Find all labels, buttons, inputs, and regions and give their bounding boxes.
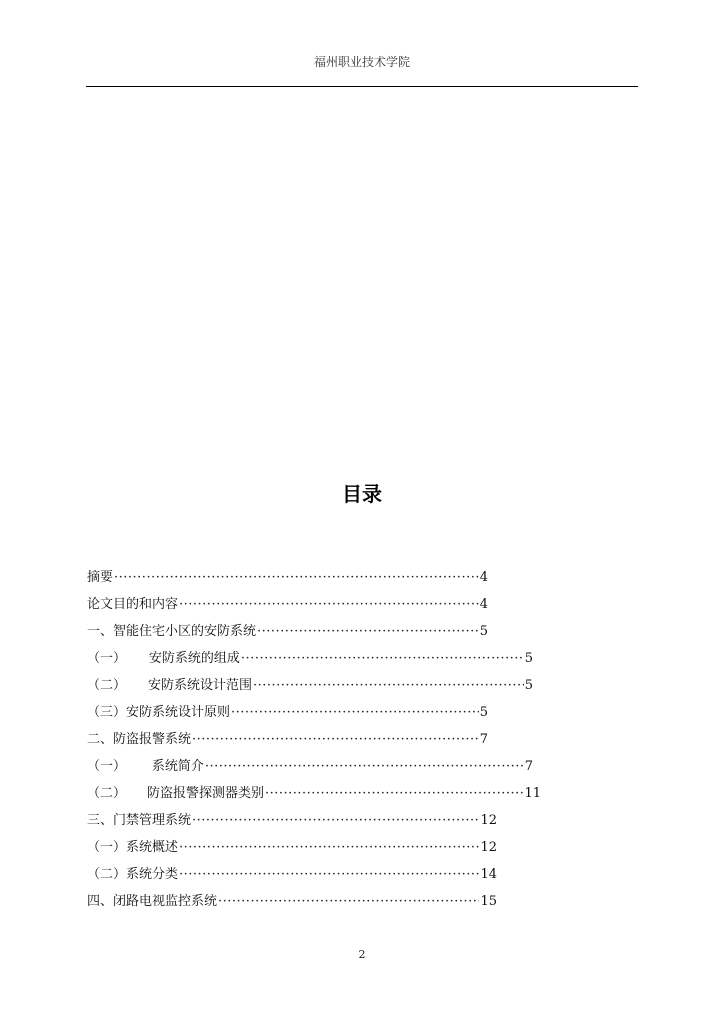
toc-leader — [179, 838, 479, 858]
toc-leader — [257, 622, 479, 642]
toc-entry[interactable] — [87, 622, 488, 642]
toc-entry[interactable] — [87, 595, 488, 615]
toc-leader — [192, 730, 479, 750]
toc-entry-label: （三）安防系统设计原则 — [87, 705, 231, 720]
header-divider — [86, 86, 638, 87]
toc-entry-label: 二、防盗报警系统 — [87, 732, 192, 747]
toc-entry-page: 11 — [524, 786, 541, 801]
toc-entry-page: 4 — [479, 597, 488, 612]
toc-leader — [241, 649, 524, 669]
toc-entry[interactable] — [87, 676, 533, 696]
toc-entry[interactable] — [87, 730, 488, 750]
toc-entry-label: 安防系统的组成 — [148, 651, 240, 666]
toc-entry[interactable] — [87, 784, 541, 804]
toc-entry[interactable] — [87, 703, 488, 723]
header-title: 福州职业技术学院 — [313, 55, 410, 69]
toc-entry-page: 12 — [480, 813, 497, 828]
toc-entry[interactable] — [87, 649, 533, 669]
toc-entry[interactable] — [87, 892, 497, 912]
toc-leader — [218, 892, 479, 912]
toc-entry-label: 防盗报警探测器类别 — [146, 786, 264, 801]
toc-entry-prefix: （一） — [87, 759, 127, 774]
toc-entry-page: 4 — [479, 570, 488, 585]
page-number: 2 — [358, 948, 366, 961]
toc-entry-label: 安防系统设计范围 — [147, 678, 252, 693]
toc-entry-page: 7 — [479, 732, 488, 747]
toc-entry-prefix: （二） — [87, 786, 127, 801]
toc-entry[interactable] — [87, 757, 533, 777]
toc-entry-page: 15 — [480, 894, 497, 909]
toc-entry-label: 系统简介 — [151, 759, 204, 774]
toc-leader — [231, 703, 479, 723]
toc-entry[interactable] — [87, 811, 497, 831]
toc-leader — [179, 595, 479, 615]
toc-title: 目录 — [342, 482, 382, 506]
toc-entry[interactable] — [87, 838, 497, 858]
toc-entry-label: 摘要 — [87, 570, 114, 585]
toc-leader — [253, 676, 524, 696]
toc-entry-prefix: （二） — [87, 678, 127, 693]
toc-entry-label: 三、门禁管理系统 — [87, 813, 192, 828]
toc-entry-page: 12 — [480, 840, 497, 855]
toc-entry-page: 5 — [479, 624, 488, 639]
toc-entry[interactable] — [87, 568, 488, 588]
toc-leader — [265, 784, 524, 804]
toc-entry-page: 5 — [524, 651, 533, 666]
toc-leader — [192, 811, 479, 831]
toc-entry-label: 一、智能住宅小区的安防系统 — [87, 624, 257, 639]
toc-entry-prefix: （一） — [87, 651, 127, 666]
toc-entry-page: 14 — [480, 867, 497, 882]
toc-entry-page: 5 — [479, 705, 488, 720]
toc-leader — [179, 865, 479, 885]
toc-entry-label: 论文目的和内容 — [87, 597, 179, 612]
toc-entry-label: 四、闭路电视监控系统 — [87, 894, 218, 909]
toc-entry[interactable] — [87, 865, 497, 885]
toc-entry-label: （一）系统概述 — [87, 840, 179, 855]
toc-leader — [205, 757, 524, 777]
toc-entry-page: 7 — [524, 759, 533, 774]
toc-entry-label: （二）系统分类 — [87, 867, 179, 882]
toc-leader — [114, 568, 479, 588]
toc-entry-page: 5 — [524, 678, 533, 693]
